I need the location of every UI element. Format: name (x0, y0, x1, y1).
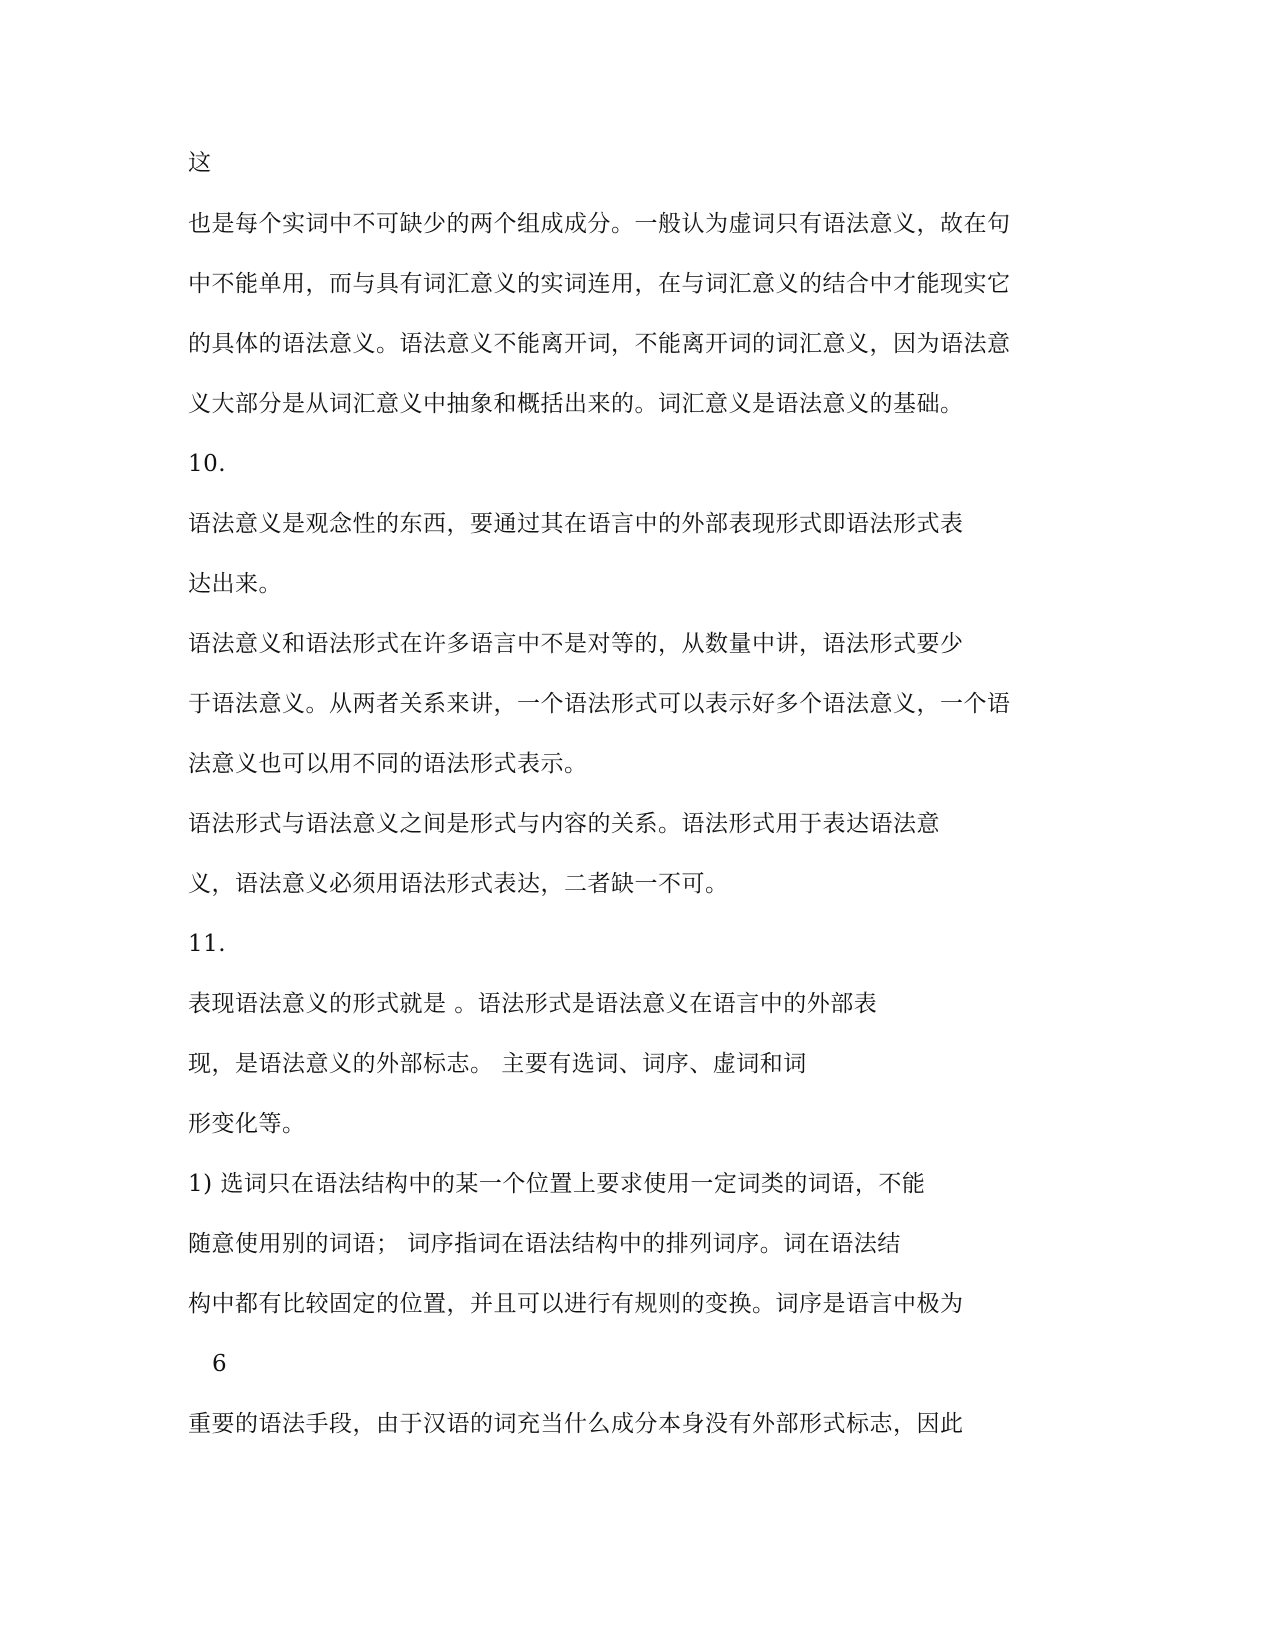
text-line-next-page: 重要的语法手段，由于汉语的词充当什么成分本身没有外部形式标志，因此 (188, 1411, 964, 1437)
text-line-2: 也是每个实词中不可缺少的两个组成成分。一般认为虚词只有语法意义，故在句 (188, 211, 1011, 237)
text-line-12: 语法形式与语法意义之间是形式与内容的关系。语法形式用于表达语法意 (188, 811, 940, 837)
text-line-10: 于语法意义。从两者关系来讲，一个语法形式可以表示好多个语法意义，一个语 (188, 691, 1011, 717)
page-number: 6 (212, 1351, 227, 1377)
text-line-4: 的具体的语法意义。语法意义不能离开词，不能离开词的词汇意义，因为语法意 (188, 331, 1011, 357)
text-line-8: 达出来。 (188, 571, 282, 597)
section-number-10: 10. (188, 451, 227, 477)
text-line-13: 义，语法意义必须用语法形式表达，二者缺一不可。 (188, 871, 729, 897)
text-line-20: 构中都有比较固定的位置，并且可以进行有规则的变换。词序是语言中极为 (188, 1291, 964, 1317)
text-line-9: 语法意义和语法形式在许多语言中不是对等的，从数量中讲，语法形式要少 (188, 631, 964, 657)
text-line-11: 法意义也可以用不同的语法形式表示。 (188, 751, 588, 777)
text-line-15: 表现语法意义的形式就是 。语法形式是语法意义在语言中的外部表 (188, 991, 878, 1017)
text-line-7: 语法意义是观念性的东西，要通过其在语言中的外部表现形式即语法形式表 (188, 511, 964, 537)
text-line-16: 现，是语法意义的外部标志。 主要有选词、词序、虚词和词 (188, 1051, 807, 1077)
list-item-1: 1) 选词只在语法结构中的某一个位置上要求使用一定词类的词语，不能 (188, 1171, 926, 1197)
text-line-3: 中不能单用，而与具有词汇意义的实词连用，在与词汇意义的结合中才能现实它 (188, 271, 1011, 297)
section-number-11: 11. (188, 931, 227, 957)
text-line-19: 随意使用别的词语； 词序指词在语法结构中的排列词序。词在语法结 (188, 1231, 901, 1257)
text-line-1: 这 (188, 150, 212, 176)
text-line-5: 义大部分是从词汇意义中抽象和概括出来的。词汇意义是语法意义的基础。 (188, 391, 964, 417)
text-line-17: 形变化等。 (188, 1111, 306, 1137)
